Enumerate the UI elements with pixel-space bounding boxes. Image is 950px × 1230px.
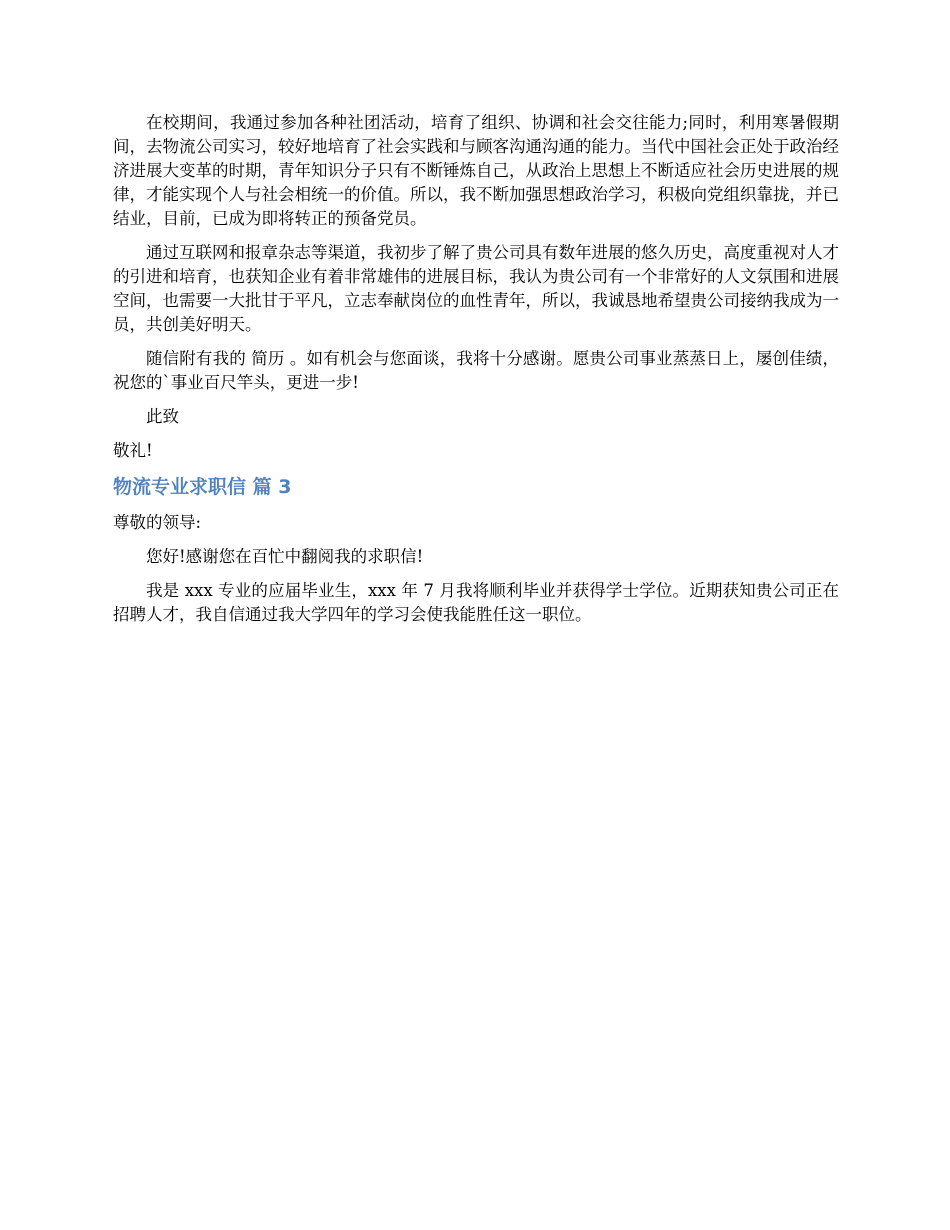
letter-paragraph-company-interest: 通过互联网和报章杂志等渠道，我初步了解了贵公司具有数年进展的悠久历史，高度重视对人才的引进和培育，也获知企业有着非常雄伟的进展目标，我认为贵公司有一个非常好的人文氛围和进展空间，也需要一大批甘于平凡，立志奉献岗位的血性青年，所以，我诚恳地希望贵公司接纳我成为一员，共创美好明天。	[113, 243, 839, 334]
letter-salutation: 敬礼!	[113, 441, 153, 460]
document-page	[113, 111, 839, 637]
letter-paragraph-thanks: 您好!感谢您在百忙中翻阅我的求职信!	[146, 547, 424, 566]
letter-paragraph-resume-attached: 随信附有我的 简历 。如有机会与您面谈，我将十分感谢。愿贵公司事业蒸蒸日上，屡创佳绩，祝您的`事业百尺竿头，更进一步!	[113, 349, 839, 392]
letter-greeting: 尊敬的领导:	[113, 513, 202, 532]
section-heading: 物流专业求职信 篇 3	[113, 476, 292, 498]
letter-paragraph-campus-activities: 在校期间，我通过参加各种社团活动，培育了组织、协调和社会交往能力;同时，利用寒暑假期间，去物流公司实习，较好地培育了社会实践和与顾客沟通沟通的能力。当代中国社会正处于政治经济进展大变革的时期，青年知识分子只有不断锤炼自己，从政治上思想上不断适应社会历史进展的规律，才能实现个人与社会相统一的价值。所以，我不断加强思想政治学习，积极向党组织靠拢，并已结业，目前，已成为即将转正的预备党员。	[113, 113, 839, 228]
letter-closing: 此致	[146, 407, 179, 426]
letter-paragraph-introduction: 我是 xxx 专业的应届毕业生，xxx 年 7 月我将顺利毕业并获得学士学位。近期获知贵公司正在招聘人才，我自信通过我大学四年的学习会使我能胜任这一职位。	[113, 581, 839, 624]
